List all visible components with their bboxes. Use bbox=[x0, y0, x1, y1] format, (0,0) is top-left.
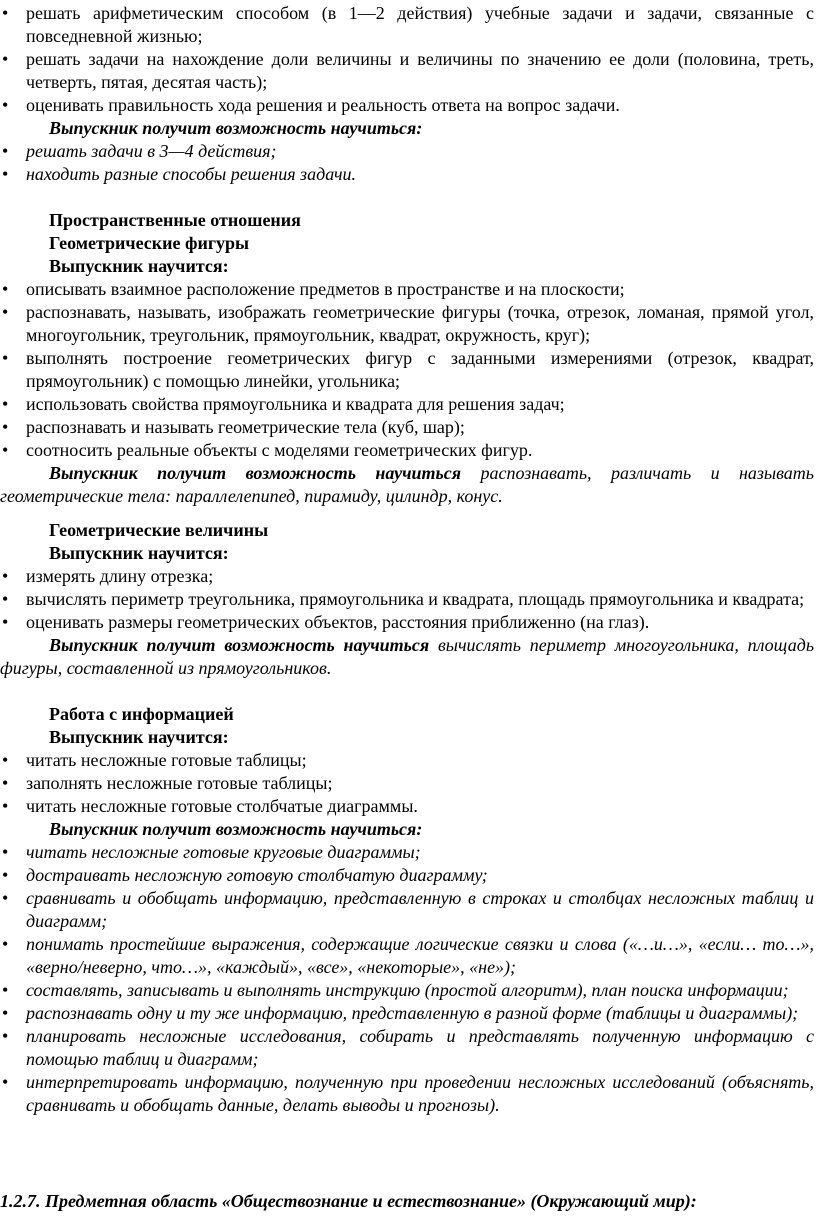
list-item: • оценивать размеры геометрических объектов, расстояния приближенно (на глаз). bbox=[2, 612, 650, 632]
bullet: • bbox=[2, 888, 9, 908]
subheading: Выпускник научится: bbox=[49, 256, 229, 276]
list-item: • заполнять несложные готовые таблицы; bbox=[2, 773, 333, 793]
bullet: • bbox=[2, 589, 9, 609]
list-item: • измерять длину отрезка; bbox=[2, 566, 214, 586]
bullet: • bbox=[2, 865, 9, 885]
section-heading: Пространственные отношения bbox=[49, 210, 301, 230]
list-item: • вычислять периметр треугольника, прямоугольника и квадрата, площадь прямоугольника и квадрата; bbox=[2, 589, 805, 609]
bullet: • bbox=[2, 750, 9, 770]
list-item: • решать задачи на нахождение доли величины и величины по значению ее доли (половина, треть, четверть, пятая, десятая часть); bbox=[2, 49, 814, 92]
bullet: • bbox=[2, 773, 9, 793]
list-item: • понимать простейшие выражения, содержащие логические связки и слова («…и…», «если… то…», «верно/неверно, что…», «каждый», «все», «некоторые», «не»); bbox=[2, 934, 814, 977]
list-item: • планировать несложные исследования, собирать и представлять полученную информацию с помощью таблиц и диаграмм; bbox=[2, 1026, 814, 1069]
section-heading: Геометрические величины bbox=[49, 520, 269, 540]
list-item: • составлять, записывать и выполнять инструкцию (простой алгоритм), план поиска информации; bbox=[2, 980, 789, 1000]
list-item: • использовать свойства прямоугольника и квадрата для решения задач; bbox=[2, 394, 565, 414]
opportunity-heading: Выпускник получит возможность научиться: bbox=[49, 819, 423, 839]
bullet: • bbox=[2, 1003, 9, 1023]
list-item: • достраивать несложную готовую столбчатую диаграмму; bbox=[2, 865, 488, 885]
footer-section bbox=[0, 1190, 816, 1213]
section-heading: Работа с информацией bbox=[49, 704, 234, 724]
bullet: • bbox=[2, 95, 9, 115]
opportunity-paragraph: Выпускник получит возможность научиться распознавать, различать и называть геометрические тела: параллелепипед, пирамиду, цилиндр, конус. bbox=[0, 463, 814, 506]
bullet: • bbox=[2, 302, 9, 322]
bullet: • bbox=[2, 164, 9, 184]
list-item: • распознавать одну и ту же информацию, представленную в разной форме (таблицы и диаграммы); bbox=[2, 1003, 799, 1023]
subheading: Выпускник научится: bbox=[49, 727, 229, 747]
opportunity-block-1 bbox=[0, 117, 816, 186]
bullet: • bbox=[2, 49, 9, 69]
information-section bbox=[0, 703, 816, 1117]
list-item: • распознавать, называть, изображать геометрические фигуры (точка, отрезок, ломаная, прямой угол, многоугольник, треугольник, прямоугольник, квадрат, окружность, круг); bbox=[2, 302, 814, 345]
list-item: • описывать взаимное расположение предметов в пространстве и на плоскости; bbox=[2, 279, 625, 299]
list-item: • читать несложные готовые столбчатые диаграммы. bbox=[2, 796, 418, 816]
top-list bbox=[0, 2, 816, 117]
list-item: • сравнивать и обобщать информацию, представленную в строках и столбцах несложных таблиц и диаграмм; bbox=[2, 888, 814, 931]
bullet: • bbox=[2, 1026, 9, 1046]
bullet: • bbox=[2, 796, 9, 816]
bullet: • bbox=[2, 440, 9, 460]
opportunity-paragraph: Выпускник получит возможность научиться вычислять периметр многоугольника, площадь фигуры, составленной из прямоугольников. bbox=[0, 635, 815, 678]
bullet: • bbox=[2, 141, 9, 161]
list-item: • решать задачи в 3—4 действия; bbox=[2, 141, 277, 161]
geometry-section bbox=[0, 209, 816, 508]
list-item: • распознавать и называть геометрические тела (куб, шар); bbox=[2, 417, 465, 437]
bullet: • bbox=[2, 980, 9, 1000]
opportunity-heading: Выпускник получит возможность научиться: bbox=[49, 118, 423, 138]
bullet: • bbox=[2, 279, 9, 299]
bullet: • bbox=[2, 842, 9, 862]
bullet: • bbox=[2, 566, 9, 586]
values-section bbox=[0, 519, 816, 680]
subheading: Выпускник научится: bbox=[49, 543, 229, 563]
section-heading: Геометрические фигуры bbox=[49, 233, 250, 253]
list-item: • выполнять построение геометрических фигур с заданными измерениями (отрезок, квадрат, прямоугольник) с помощью линейки, угольника; bbox=[2, 348, 814, 391]
list-item: • читать несложные готовые круговые диаграммы; bbox=[2, 842, 421, 862]
bullet: • bbox=[2, 934, 9, 954]
bullet: • bbox=[2, 348, 9, 368]
list-item: • читать несложные готовые таблицы; bbox=[2, 750, 307, 770]
list-item: • находить разные способы решения задачи. bbox=[2, 164, 357, 184]
section-title: 1.2.7. Предметная область «Обществознание и естествознание» (Окружающий мир): bbox=[0, 1191, 697, 1211]
bullet: • bbox=[2, 417, 9, 437]
list-item: • интерпретировать информацию, полученную при проведении несложных исследований (объяснять, сравнивать и обобщать данные, делать выводы и прогнозы). bbox=[2, 1072, 814, 1115]
bullet: • bbox=[2, 612, 9, 632]
list-item: • оценивать правильность хода решения и реальность ответа на вопрос задачи. bbox=[2, 95, 620, 115]
bullet: • bbox=[2, 394, 9, 414]
list-item: • соотносить реальные объекты с моделями геометрических фигур. bbox=[2, 440, 533, 460]
bullet: • bbox=[2, 1072, 9, 1092]
bullet: • bbox=[2, 3, 9, 23]
list-item: • решать арифметическим способом (в 1—2 действия) учебные задачи и задачи, связанные с повседневной жизнью; bbox=[2, 3, 814, 46]
